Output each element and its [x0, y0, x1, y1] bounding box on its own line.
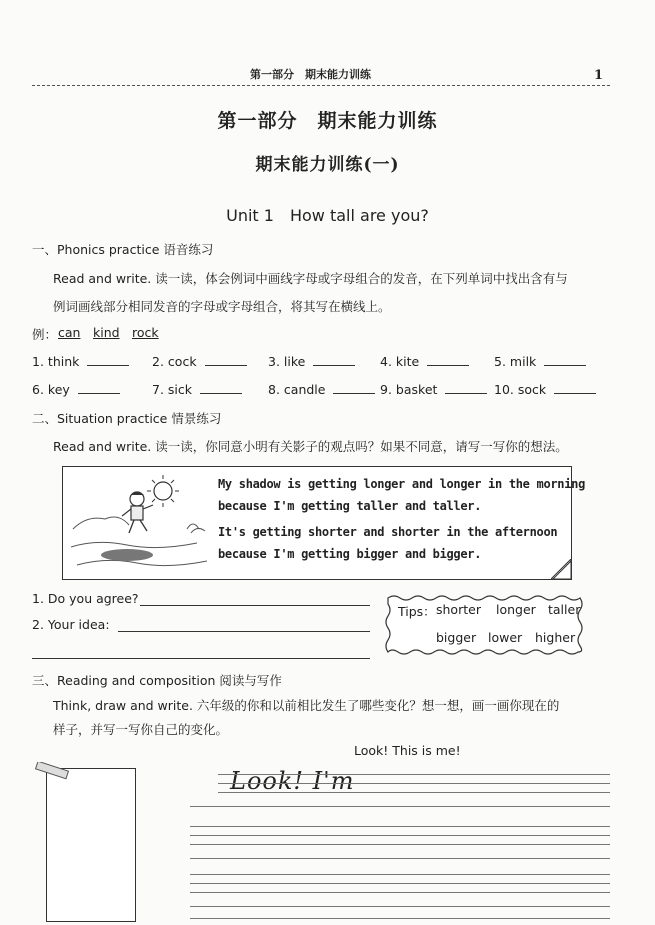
item-number: 4.	[380, 354, 392, 369]
tips-box	[382, 594, 586, 656]
writing-line[interactable]	[190, 858, 610, 859]
tip-word: taller	[548, 602, 581, 617]
tip-word: bigger	[436, 630, 477, 645]
boy-body	[131, 506, 143, 520]
item-number: 8.	[268, 382, 280, 397]
tip-word: higher	[535, 630, 576, 645]
writing-line[interactable]	[190, 874, 610, 875]
item-word: cock	[167, 354, 197, 369]
item-number: 2.	[152, 354, 164, 369]
shadow	[101, 549, 153, 561]
agree-answer-line[interactable]	[140, 605, 370, 606]
tape-icon	[34, 762, 74, 782]
writing-line[interactable]	[190, 892, 610, 893]
phonics-instruction-line-1: Read and write. 读一读，体会例词中画线字母或字母组合的发音，在下列单词中找出含有与	[53, 271, 568, 286]
writing-line[interactable]	[190, 835, 610, 836]
section-heading-phonics: 一、Phonics practice 语音练习	[32, 242, 214, 257]
item-number: 6.	[32, 382, 44, 397]
item-word: milk	[509, 354, 537, 369]
hill-line	[73, 517, 129, 529]
running-title: 第一部分 期末能力训练	[250, 68, 371, 81]
boy-illustration	[67, 469, 217, 577]
answer-blank[interactable]	[205, 353, 247, 366]
writing-line[interactable]	[190, 826, 610, 827]
phonics-item	[380, 353, 469, 369]
item-word: candle	[283, 382, 326, 397]
example-word: rock	[132, 325, 159, 340]
answer-blank[interactable]	[544, 353, 586, 366]
item-word: think	[47, 354, 80, 369]
phonics-item	[494, 353, 586, 369]
example-label: 例：	[32, 327, 58, 342]
caption: Look! This is me!	[354, 743, 461, 758]
item-number: 9.	[380, 382, 392, 397]
answer-blank[interactable]	[313, 353, 355, 366]
item-number: 5.	[494, 354, 506, 369]
item-number: 7.	[152, 382, 164, 397]
exercise-title: 期末能力训练(一)	[255, 155, 400, 175]
sun-rays	[147, 475, 179, 507]
item-word: sock	[517, 382, 547, 397]
page-number: 1	[594, 68, 604, 83]
section-heading-reading: 三、Reading and composition 阅读与写作	[32, 673, 282, 688]
idea-answer-line-1[interactable]	[118, 631, 370, 632]
item-word: like	[283, 354, 306, 369]
writing-line[interactable]	[218, 774, 610, 775]
header-divider	[32, 85, 610, 86]
handwriting-sample: Look! I'm	[230, 767, 355, 795]
phonics-item	[494, 381, 596, 397]
phonics-item	[268, 353, 355, 369]
item-number: 10.	[494, 382, 514, 397]
speech-line-3: It's getting shorter and shorter in the afternoon	[218, 525, 558, 539]
item-word: basket	[395, 382, 438, 397]
reading-instruction-line-2: 样子，并写一写你自己的变化。	[53, 722, 229, 737]
question-idea: 2. Your idea:	[32, 617, 110, 632]
unit-title: Unit 1 How tall are you?	[226, 206, 429, 225]
tips-label: Tips：	[398, 604, 436, 619]
writing-line[interactable]	[190, 883, 610, 884]
drawing-frame[interactable]	[46, 768, 136, 922]
answer-blank[interactable]	[554, 381, 596, 394]
sun-icon	[154, 482, 172, 500]
example-word: kind	[93, 325, 120, 340]
phonics-item	[152, 381, 242, 397]
writing-line[interactable]	[190, 906, 610, 907]
tip-word: longer	[496, 602, 536, 617]
writing-line[interactable]	[218, 792, 610, 793]
phonics-item	[32, 353, 129, 369]
part-title: 第一部分 期末能力训练	[217, 110, 438, 132]
speech-line-2: because I'm getting taller and taller.	[218, 499, 482, 513]
phonics-item	[152, 353, 247, 369]
answer-blank[interactable]	[333, 381, 375, 394]
answer-blank[interactable]	[427, 353, 469, 366]
phonics-item	[268, 381, 375, 397]
answer-blank[interactable]	[87, 353, 129, 366]
example-word: can	[58, 325, 81, 340]
writing-line[interactable]	[190, 806, 610, 807]
speech-panel	[62, 466, 586, 580]
item-number: 1.	[32, 354, 44, 369]
answer-blank[interactable]	[78, 381, 120, 394]
writing-line[interactable]	[190, 844, 610, 845]
phonics-item	[32, 381, 120, 397]
writing-line[interactable]	[190, 918, 610, 919]
phonics-instruction-line-2: 例词画线部分相同发音的字母或字母组合，将其写在横线上。	[53, 299, 391, 314]
item-word: sick	[167, 382, 193, 397]
answer-blank[interactable]	[445, 381, 487, 394]
section-heading-situation: 二、Situation practice 情景练习	[32, 411, 222, 426]
situation-instruction: Read and write. 读一读，你同意小明有关影子的观点吗？如果不同意，请写一写你的想法。	[53, 439, 568, 454]
page-curl-icon	[551, 559, 571, 579]
item-word: kite	[395, 354, 420, 369]
tip-word: lower	[488, 630, 523, 645]
question-agree: 1. Do you agree?	[32, 591, 139, 606]
tip-word: shorter	[436, 602, 481, 617]
speech-line-1: My shadow is getting longer and longer in the morning	[218, 477, 586, 491]
idea-answer-line-2[interactable]	[32, 658, 370, 659]
item-number: 3.	[268, 354, 280, 369]
phonics-item	[380, 381, 487, 397]
speech-line-4: because I'm getting bigger and bigger.	[218, 547, 482, 561]
item-word: key	[47, 382, 70, 397]
writing-line[interactable]	[218, 783, 610, 784]
reading-instruction-line-1: Think, draw and write. 六年级的你和以前相比发生了哪些变化？想一想，画一画你现在的	[53, 698, 560, 713]
answer-blank[interactable]	[200, 381, 242, 394]
